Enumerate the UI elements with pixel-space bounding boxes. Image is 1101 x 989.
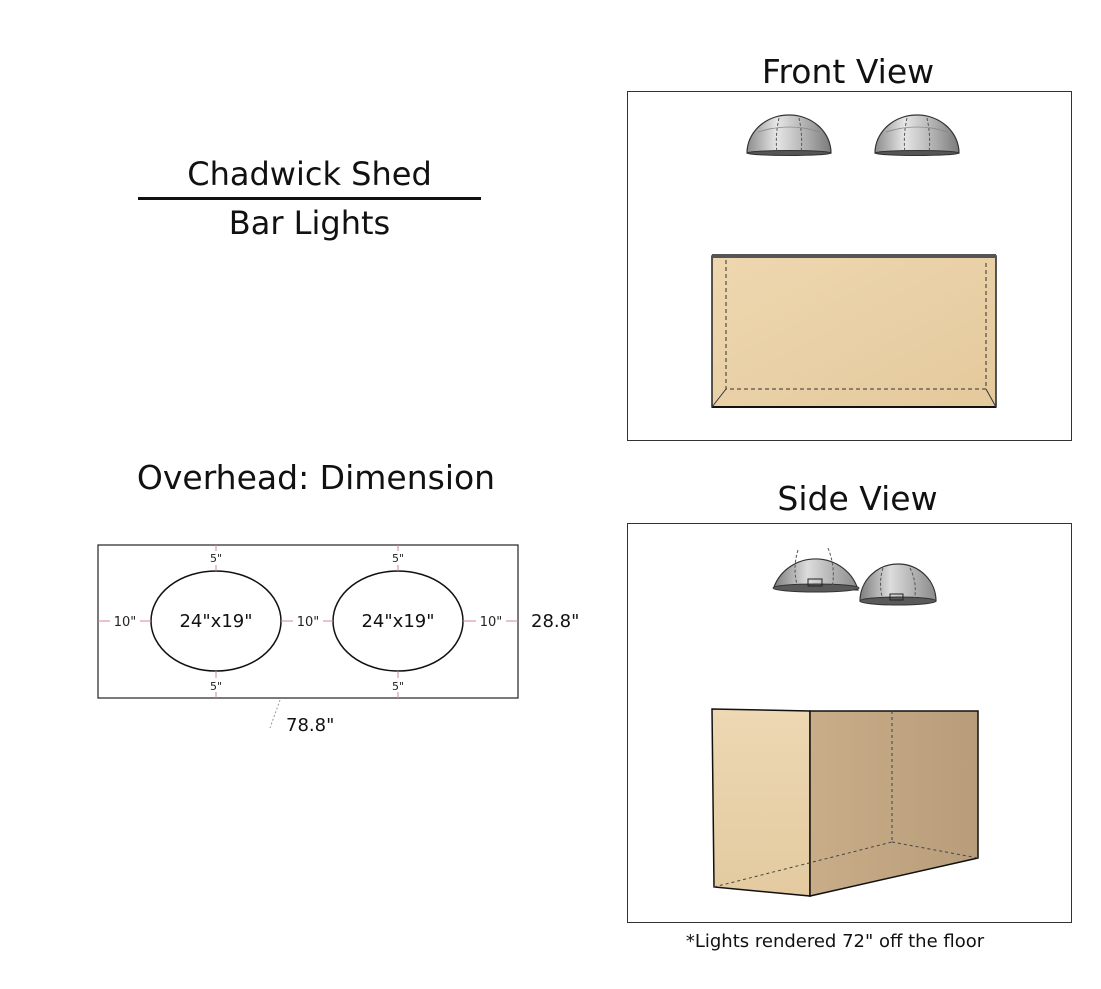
pendant-light-front-2 bbox=[875, 115, 959, 156]
top-clearance-1: 5" bbox=[209, 552, 223, 565]
title-divider bbox=[138, 197, 481, 200]
light-size-label-1: 24"x19" bbox=[179, 611, 253, 632]
top-clearance-2: 5" bbox=[391, 552, 405, 565]
side-view-drawing bbox=[628, 524, 1073, 924]
overhead-title: Overhead: Dimension bbox=[136, 458, 496, 497]
bottom-clearance-1: 5" bbox=[209, 680, 223, 693]
front-view-drawing bbox=[628, 92, 1073, 442]
drawing-subtitle: Bar Lights bbox=[228, 204, 391, 242]
width-dimension: 78.8" bbox=[286, 715, 335, 736]
drawing-title: Chadwick Shed bbox=[187, 155, 432, 193]
left-gap-label: 10" bbox=[113, 615, 137, 630]
pendant-light-side-1 bbox=[773, 548, 859, 592]
pendant-light-front-1 bbox=[747, 115, 831, 156]
pendant-light-side-2 bbox=[860, 564, 936, 605]
depth-dimension: 28.8" bbox=[531, 611, 580, 632]
bar-side bbox=[712, 709, 978, 896]
light-size-label-2: 24"x19" bbox=[361, 611, 435, 632]
footnote: *Lights rendered 72" off the floor bbox=[685, 931, 985, 952]
middle-gap-label: 10" bbox=[296, 615, 320, 630]
front-view-title: Front View bbox=[761, 52, 935, 91]
bar-front bbox=[712, 254, 996, 407]
bottom-clearance-2: 5" bbox=[391, 680, 405, 693]
side-view-panel bbox=[627, 523, 1072, 923]
side-view-title: Side View bbox=[777, 479, 938, 518]
right-gap-label: 10" bbox=[479, 615, 503, 630]
overhead-dimension-diagram bbox=[90, 540, 590, 740]
front-view-panel bbox=[627, 91, 1072, 441]
